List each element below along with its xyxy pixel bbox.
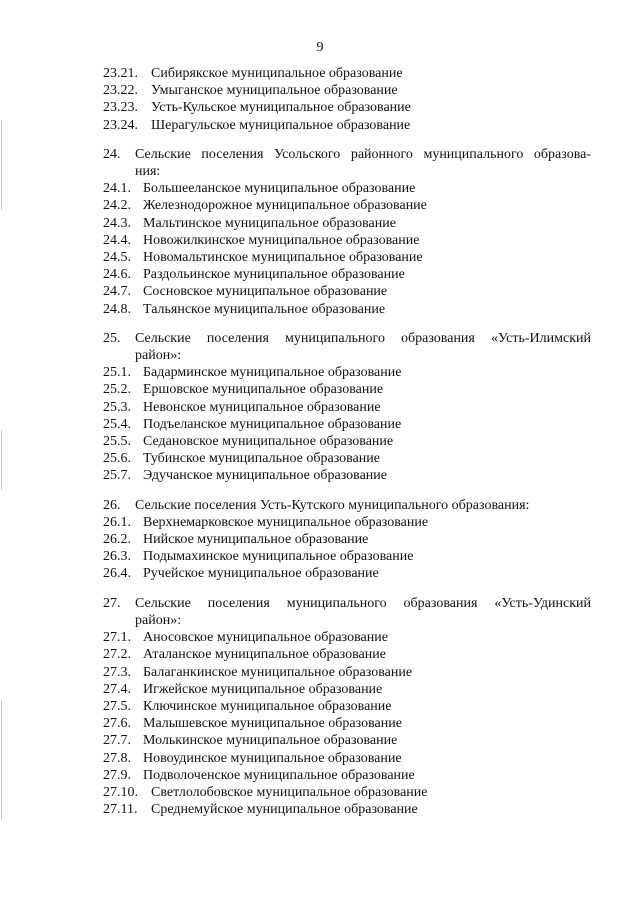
list-item — [103, 433, 591, 450]
page-number: 9 — [316, 40, 324, 55]
list-item-number: 27.11. — [103, 802, 138, 818]
list-item-number: 27.5. — [103, 698, 131, 714]
section-title — [135, 146, 591, 180]
list-item-number: 27.8. — [103, 750, 131, 766]
list-item-number: 27.10. — [103, 784, 138, 800]
list-item-text: Тальянское муниципальное образование — [143, 301, 386, 317]
list-item-number: 27.2. — [103, 647, 131, 663]
list-item-text: Молькинское муниципальное образование — [143, 733, 398, 749]
section — [103, 497, 591, 583]
list-item-number: 26.3. — [103, 549, 131, 565]
section-title-line: Сельские поселения Усть-Кутского муниципального образования: — [135, 497, 530, 513]
list-item-number: 23.22. — [103, 83, 138, 99]
list-item — [103, 266, 591, 283]
section — [103, 146, 591, 318]
list-item-number: 27.1. — [103, 630, 131, 646]
list-item-number: 24.1. — [103, 181, 131, 197]
list-item — [103, 514, 591, 531]
list-item-text: Новожилкинское муниципальное образование — [143, 232, 420, 248]
section-number: 25. — [103, 330, 121, 346]
section — [103, 330, 591, 485]
list-item-text: Эдучанское муниципальное образование — [143, 468, 387, 484]
list-item-number: 25.5. — [103, 434, 131, 450]
list-item — [103, 180, 591, 197]
list-item-text: Нийское муниципальное образование — [143, 532, 369, 548]
list-item-number: 25.6. — [103, 451, 131, 467]
section-title-line: Сельские поселения муниципального образования «Усть-Илимский — [135, 330, 591, 346]
list-item-text: Бадарминское муниципальное образование — [143, 365, 402, 381]
list-item-text: Аносовское муниципальное образование — [143, 630, 388, 646]
list-item-number: 24.8. — [103, 301, 131, 317]
list-item — [103, 65, 591, 82]
list-item — [103, 664, 591, 681]
list-item-text: Мальтинское муниципальное образование — [143, 215, 396, 231]
list-item-number: 25.3. — [103, 399, 131, 415]
list-item-text: Новомальтинское муниципальное образование — [143, 250, 423, 266]
list-item-text: Большееланское муниципальное образование — [143, 181, 416, 197]
list-item-number: 24.3. — [103, 215, 131, 231]
list-item — [103, 467, 591, 484]
section-title — [135, 330, 591, 364]
section-heading — [103, 595, 591, 629]
list-item-text: Ручейское муниципальное образование — [143, 566, 379, 582]
list-item-number: 23.21. — [103, 66, 138, 81]
list-item — [103, 197, 591, 214]
list-item-text: Подъеланское муниципальное образование — [143, 416, 402, 432]
list-item — [103, 283, 591, 300]
list-item — [103, 381, 591, 398]
list-item-text: Сибирякское муниципальное образование — [151, 66, 403, 81]
list-item-number: 24.2. — [103, 198, 131, 214]
list-item-number: 24.7. — [103, 284, 131, 300]
section-number: 26. — [103, 497, 121, 513]
list-item-number: 26.1. — [103, 514, 131, 530]
list-item — [103, 646, 591, 663]
list-item-number: 27.3. — [103, 664, 131, 680]
list-item-text: Шерагульское муниципальное образование — [151, 117, 411, 133]
section-title-line: ния: — [135, 164, 161, 180]
list-item-number: 23.24. — [103, 117, 138, 133]
list-item-number: 25.2. — [103, 382, 131, 398]
section-title — [135, 497, 591, 514]
list-item-text: Умыганское муниципальное образование — [151, 83, 398, 99]
list-item — [103, 301, 591, 318]
list-item-text: Седановское муниципальное образование — [143, 434, 394, 450]
section-heading — [103, 330, 591, 364]
list-item — [103, 767, 591, 784]
list-item — [103, 629, 591, 646]
scan-edge-mark — [1, 700, 2, 820]
list-item — [103, 82, 591, 99]
list-item — [103, 117, 591, 134]
list-item — [103, 249, 591, 266]
section-title-line: район»: — [135, 612, 182, 628]
section — [103, 595, 591, 819]
list-item — [103, 548, 591, 565]
list-item-number: 26.2. — [103, 532, 131, 548]
list-item-text: Малышевское муниципальное образование — [143, 716, 402, 732]
list-item-number: 23.23. — [103, 100, 138, 116]
list-item — [103, 99, 591, 116]
list-item-number: 24.5. — [103, 250, 131, 266]
list-item — [103, 681, 591, 698]
list-item — [103, 232, 591, 249]
list-item-text: Невонское муниципальное образование — [143, 399, 381, 415]
list-item-text: Аталанское муниципальное образование — [143, 647, 386, 663]
section-title — [135, 595, 591, 629]
section — [103, 65, 591, 134]
list-item — [103, 698, 591, 715]
list-item-text: Верхнемарковское муниципальное образование — [143, 514, 429, 530]
list-item-text: Светлолобовское муниципальное образование — [151, 784, 428, 800]
list-item-number: 24.4. — [103, 232, 131, 248]
section-heading — [103, 146, 591, 180]
list-item-number: 24.6. — [103, 267, 131, 283]
list-item-text: Среднемуйское муниципальное образование — [151, 802, 418, 818]
list-item-number: 25.4. — [103, 416, 131, 432]
list-item-text: Игжейское муниципальное образование — [143, 681, 383, 697]
scan-edge-mark — [1, 430, 2, 490]
list-item — [103, 750, 591, 767]
list-item-number: 25.1. — [103, 365, 131, 381]
list-item-text: Тубинское муниципальное образование — [143, 451, 380, 467]
list-item-number: 26.4. — [103, 566, 131, 582]
list-item-text: Подволоченское муниципальное образование — [143, 767, 415, 783]
section-number: 27. — [103, 595, 121, 611]
list-item — [103, 565, 591, 582]
document-body — [103, 65, 591, 818]
list-item — [103, 399, 591, 416]
list-item-number: 25.7. — [103, 468, 131, 484]
list-item-text: Ершовское муниципальное образование — [143, 382, 384, 398]
list-item-number: 27.7. — [103, 733, 131, 749]
list-item — [103, 450, 591, 467]
section-heading — [103, 497, 591, 514]
list-item-text: Сосновское муниципальное образование — [143, 284, 388, 300]
list-item-text: Раздольинское муниципальное образование — [143, 267, 405, 283]
list-item-text: Новоудинское муниципальное образование — [143, 750, 402, 766]
list-item — [103, 364, 591, 381]
list-item-text: Балаганкинское муниципальное образование — [143, 664, 413, 680]
list-item-number: 27.4. — [103, 681, 131, 697]
list-item — [103, 732, 591, 749]
list-item — [103, 715, 591, 732]
list-item — [103, 416, 591, 433]
list-item-number: 27.6. — [103, 716, 131, 732]
list-item-text: Подымахинское муниципальное образование — [143, 549, 414, 565]
list-item — [103, 784, 591, 801]
list-item-number: 27.9. — [103, 767, 131, 783]
section-title-line: Сельские поселения Усольского районного муниципального образова- — [135, 146, 591, 162]
list-item-text: Усть-Кульское муниципальное образование — [151, 100, 411, 116]
scan-edge-mark — [1, 120, 2, 210]
list-item-text: Железнодорожное муниципальное образование — [143, 198, 427, 214]
section-title-line: Сельские поселения муниципального образования «Усть-Удинский — [135, 595, 591, 611]
section-number: 24. — [103, 146, 121, 162]
list-item — [103, 215, 591, 232]
section-title-line: район»: — [135, 348, 182, 364]
list-item — [103, 801, 591, 818]
list-item-text: Ключинское муниципальное образование — [143, 698, 392, 714]
list-item — [103, 531, 591, 548]
